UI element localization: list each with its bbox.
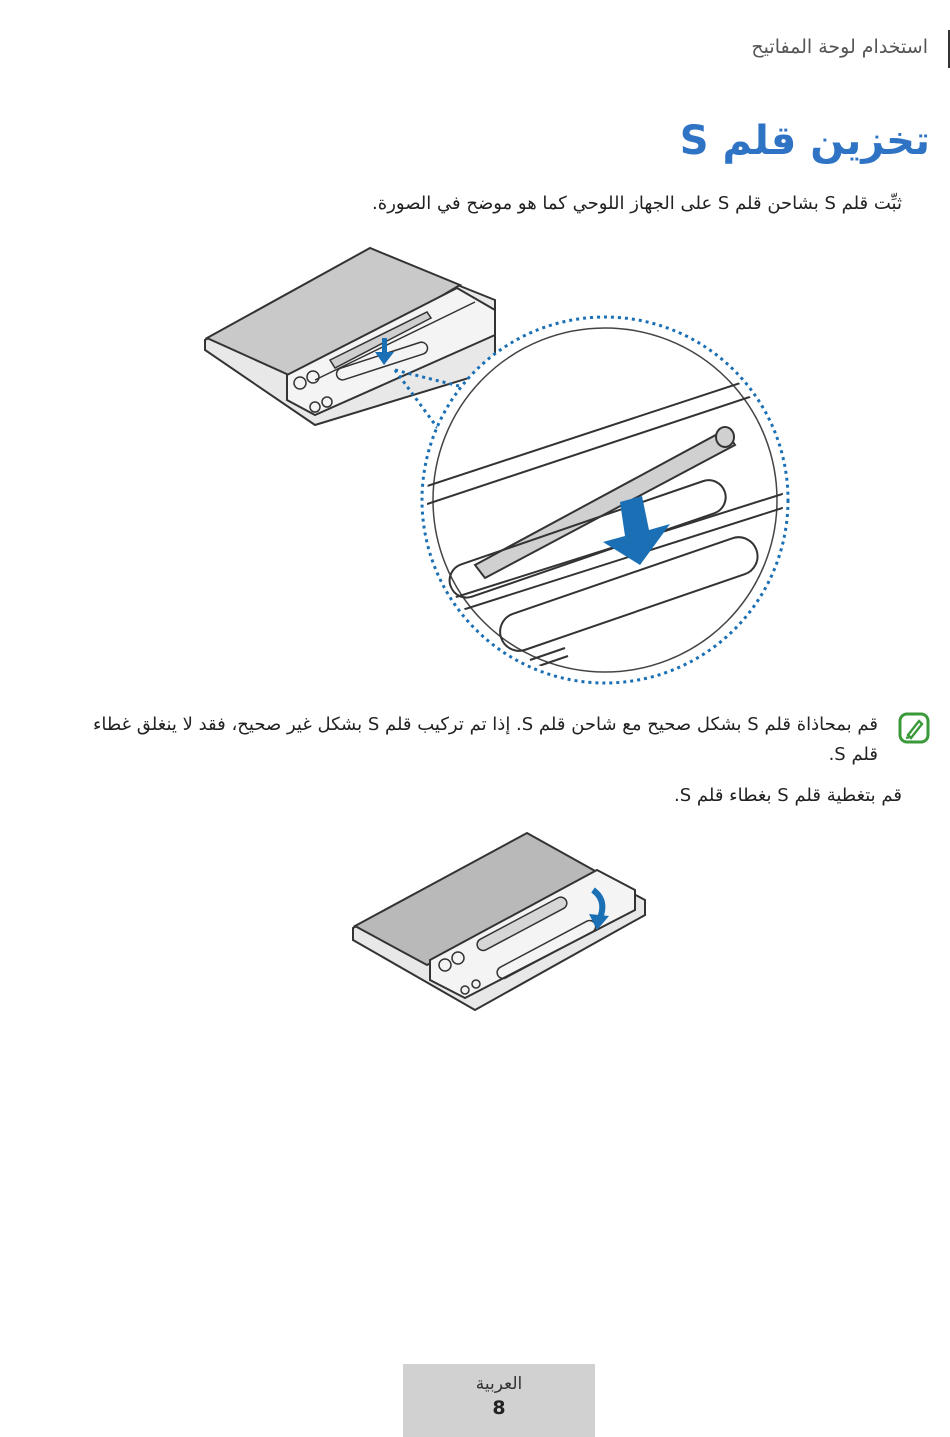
note-pen-icon: [898, 712, 930, 744]
instruction-cover-pen: قم بتغطية قلم S بغطاء قلم S.: [674, 785, 902, 806]
figure-attach-pen: [195, 240, 795, 690]
section-header: استخدام لوحة المفاتيح: [751, 36, 928, 58]
page-number: 8: [492, 1397, 506, 1419]
instruction-attach-pen: ثبِّت قلم S بشاحن قلم S على الجهاز اللوحي كما هو موضح في الصورة.: [372, 193, 902, 214]
page-footer: [403, 1364, 595, 1437]
page-title: تخزين قلم S: [679, 118, 930, 164]
alignment-note: قم بمحاذاة قلم S بشكل صحيح مع شاحن قلم S. إذا تم تركيب قلم S بشكل غير صحيح، فقد لا ينغلق غطاء قلم S.: [92, 714, 878, 765]
figure-cover-pen: [345, 830, 655, 1020]
footer-language: العربية: [475, 1374, 523, 1394]
